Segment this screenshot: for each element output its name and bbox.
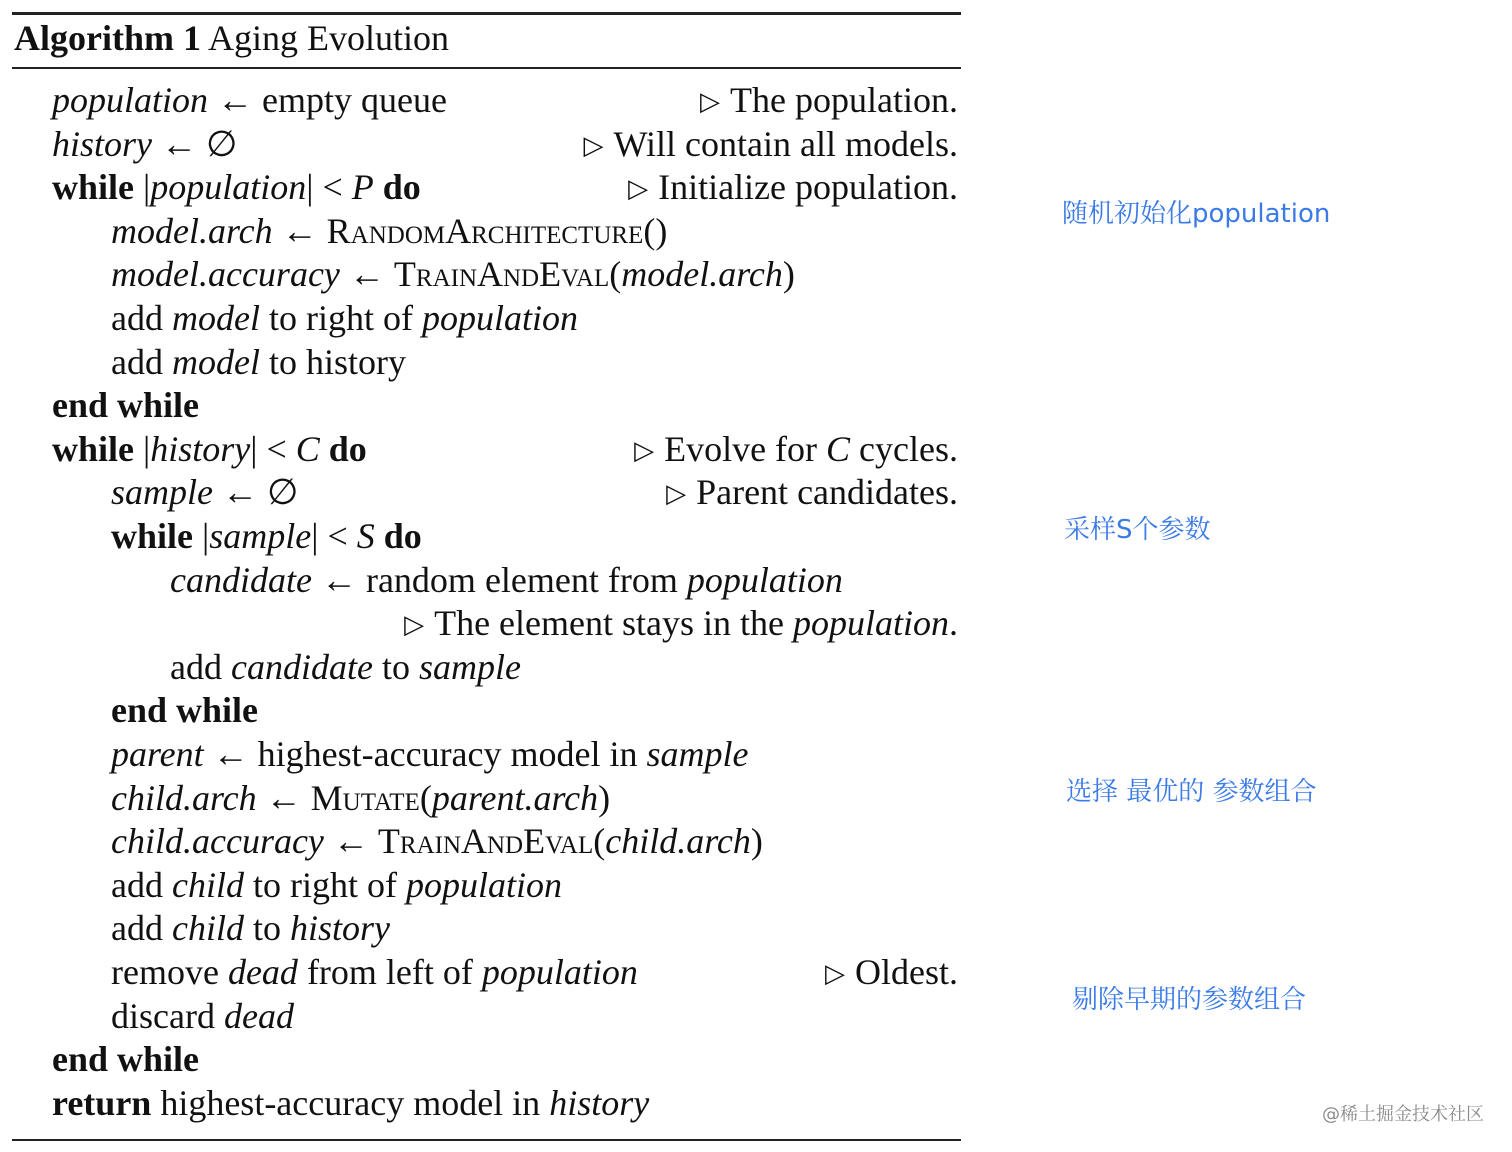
code-token: ← bbox=[339, 254, 394, 295]
comment-token: Parent candidates. bbox=[696, 472, 958, 513]
code-token bbox=[320, 429, 329, 469]
algorithm-line bbox=[52, 383, 199, 427]
annotation-select-best: 选择 最优的 参数组合 bbox=[1066, 777, 1317, 807]
algorithm-line bbox=[111, 514, 422, 558]
code-token: ← highest-accuracy model in bbox=[203, 734, 647, 774]
comment-triangle-icon: ▷ bbox=[825, 959, 845, 988]
code-token: history bbox=[150, 428, 251, 469]
code-token: ← empty queue bbox=[208, 80, 447, 120]
code-token: sample bbox=[418, 646, 521, 687]
code-token: population bbox=[686, 559, 843, 600]
algorithm-line bbox=[111, 209, 667, 253]
code-token: sample bbox=[646, 734, 749, 774]
code-token: ← bbox=[323, 821, 378, 862]
code-token: ← ∅ bbox=[152, 123, 238, 164]
algorithm-line bbox=[111, 470, 298, 514]
algorithm-title bbox=[14, 16, 449, 60]
code-token: population bbox=[481, 952, 638, 992]
code-token: while bbox=[52, 167, 135, 208]
line-comment bbox=[666, 470, 958, 514]
comment-token: Will contain all models. bbox=[613, 123, 958, 164]
code-token: ) bbox=[750, 821, 763, 862]
algorithm-line bbox=[52, 122, 237, 166]
annotation-init-population: 随机初始化population bbox=[1062, 199, 1331, 229]
code-token: candidate bbox=[170, 559, 312, 600]
annotation-remove-oldest: 剔除早期的参数组合 bbox=[1072, 985, 1307, 1015]
algorithm-line bbox=[52, 427, 367, 471]
code-token: add bbox=[111, 864, 172, 905]
algorithm-line bbox=[111, 994, 294, 1038]
code-token: ( bbox=[593, 821, 606, 862]
line-comment bbox=[404, 601, 958, 645]
code-token: discard bbox=[111, 995, 224, 1036]
comment-token: Oldest. bbox=[855, 952, 958, 992]
comment-triangle-icon: ▷ bbox=[628, 174, 649, 204]
code-token bbox=[375, 516, 384, 556]
code-token: ( bbox=[609, 254, 622, 295]
code-token: | bbox=[134, 167, 151, 208]
code-token: ( bbox=[419, 777, 432, 818]
code-token: to history bbox=[259, 341, 406, 382]
algorithm-line bbox=[111, 296, 578, 340]
algorithm-line bbox=[111, 819, 763, 863]
code-token: ) bbox=[598, 777, 611, 818]
comment-token: The element stays in the bbox=[434, 603, 793, 644]
code-token: to bbox=[243, 908, 290, 949]
code-token: candidate bbox=[230, 646, 373, 687]
algorithm-line bbox=[111, 340, 406, 384]
code-token: add bbox=[111, 908, 172, 949]
top-rule bbox=[12, 12, 961, 15]
annotation-sample-s: 采样S个参数 bbox=[1064, 515, 1211, 545]
algorithm-line bbox=[111, 906, 390, 950]
code-token: to right of bbox=[259, 298, 422, 338]
code-token: TrainAndEval bbox=[377, 821, 594, 862]
code-token: while bbox=[52, 428, 135, 469]
code-token: remove bbox=[111, 952, 228, 992]
code-token: population bbox=[405, 864, 562, 905]
code-token: child.arch bbox=[111, 777, 257, 818]
code-token: model bbox=[171, 298, 260, 338]
algorithm-line bbox=[52, 1081, 649, 1125]
code-token: child bbox=[171, 908, 244, 949]
code-token: from left of bbox=[297, 952, 482, 992]
algorithm-line bbox=[111, 863, 562, 907]
code-token: to bbox=[372, 646, 419, 687]
algorithm-line bbox=[52, 78, 447, 122]
code-token: population bbox=[150, 167, 307, 208]
algorithm-line bbox=[52, 165, 421, 209]
comment-triangle-icon: ▷ bbox=[666, 479, 687, 509]
line-comment bbox=[700, 78, 958, 122]
title-rule bbox=[12, 67, 961, 69]
code-token: do bbox=[328, 428, 367, 469]
code-token: to right of bbox=[243, 864, 406, 905]
code-token: highest-accuracy model in bbox=[151, 1082, 550, 1123]
code-token: add bbox=[111, 298, 172, 338]
code-token: ← ∅ bbox=[213, 472, 299, 513]
code-token: dead bbox=[223, 995, 294, 1036]
code-token: parent.arch bbox=[431, 777, 599, 818]
code-token: | bbox=[134, 428, 151, 469]
algorithm-label: Algorithm 1 bbox=[14, 18, 201, 58]
code-token: end while bbox=[52, 1039, 200, 1080]
line-comment bbox=[628, 165, 958, 209]
code-token: history bbox=[52, 123, 153, 164]
code-token: | < bbox=[306, 167, 352, 208]
comment-token: population bbox=[792, 603, 949, 644]
code-token: while bbox=[111, 516, 194, 556]
algorithm-line bbox=[52, 1037, 199, 1081]
code-token: do bbox=[383, 516, 422, 556]
comment-token: C bbox=[826, 428, 851, 469]
code-token: model bbox=[171, 341, 260, 382]
comment-token: Evolve for bbox=[664, 428, 827, 469]
code-token: ← bbox=[256, 777, 311, 818]
comment-triangle-icon: ▷ bbox=[700, 87, 721, 116]
code-token: population bbox=[421, 298, 578, 338]
code-token: child.accuracy bbox=[111, 821, 324, 862]
watermark: @稀土掘金技术社区 bbox=[1322, 1104, 1484, 1125]
code-token: | < bbox=[311, 516, 357, 556]
algorithm-line bbox=[111, 950, 638, 994]
code-token: sample bbox=[111, 472, 213, 513]
code-token: C bbox=[295, 428, 320, 469]
code-token: ← bbox=[272, 210, 327, 251]
code-token: | bbox=[193, 516, 210, 556]
comment-triangle-icon: ▷ bbox=[583, 130, 604, 160]
code-token: population bbox=[52, 80, 209, 120]
comment-token: . bbox=[949, 603, 958, 644]
code-token: add bbox=[170, 646, 231, 687]
code-token: return bbox=[52, 1082, 152, 1123]
comment-triangle-icon: ▷ bbox=[634, 435, 655, 465]
code-token: add bbox=[111, 341, 172, 382]
code-token: history bbox=[549, 1082, 650, 1123]
algorithm-name: Aging Evolution bbox=[208, 18, 449, 58]
code-token bbox=[374, 167, 383, 207]
code-token: P bbox=[351, 167, 374, 208]
code-token: ← random element from bbox=[311, 559, 687, 600]
code-token: do bbox=[382, 167, 421, 208]
code-token: dead bbox=[227, 952, 298, 992]
code-token: S bbox=[356, 516, 375, 556]
code-token: ) bbox=[782, 254, 795, 295]
algorithm-line bbox=[111, 776, 610, 820]
bottom-rule bbox=[12, 1139, 961, 1141]
algorithm-line bbox=[111, 252, 795, 296]
code-token: parent bbox=[111, 734, 204, 774]
algorithm-line bbox=[111, 732, 749, 776]
line-comment bbox=[825, 950, 958, 994]
code-token: model.arch bbox=[111, 210, 273, 251]
code-token: model.arch bbox=[621, 254, 783, 295]
comment-triangle-icon: ▷ bbox=[404, 610, 425, 640]
code-token: TrainAndEval bbox=[393, 254, 610, 295]
code-token: | < bbox=[250, 428, 296, 469]
comment-token: Initialize population. bbox=[658, 167, 958, 208]
algorithm-line bbox=[170, 645, 521, 689]
algorithm-line bbox=[170, 558, 843, 602]
algorithm-line bbox=[111, 688, 258, 732]
comment-token: cycles. bbox=[850, 428, 958, 469]
line-comment bbox=[584, 122, 958, 166]
line-comment bbox=[634, 427, 958, 471]
code-token: () bbox=[643, 210, 668, 251]
code-token: model.accuracy bbox=[111, 254, 340, 295]
code-token: child bbox=[171, 864, 244, 905]
code-token: sample bbox=[209, 516, 312, 556]
code-token: Mutate bbox=[310, 777, 420, 818]
code-token: history bbox=[289, 908, 390, 949]
code-token: end while bbox=[52, 385, 200, 426]
code-token: end while bbox=[111, 690, 259, 731]
comment-token: The population. bbox=[730, 80, 958, 120]
code-token: child.arch bbox=[605, 821, 751, 862]
code-token: RandomArchitecture bbox=[326, 210, 644, 251]
